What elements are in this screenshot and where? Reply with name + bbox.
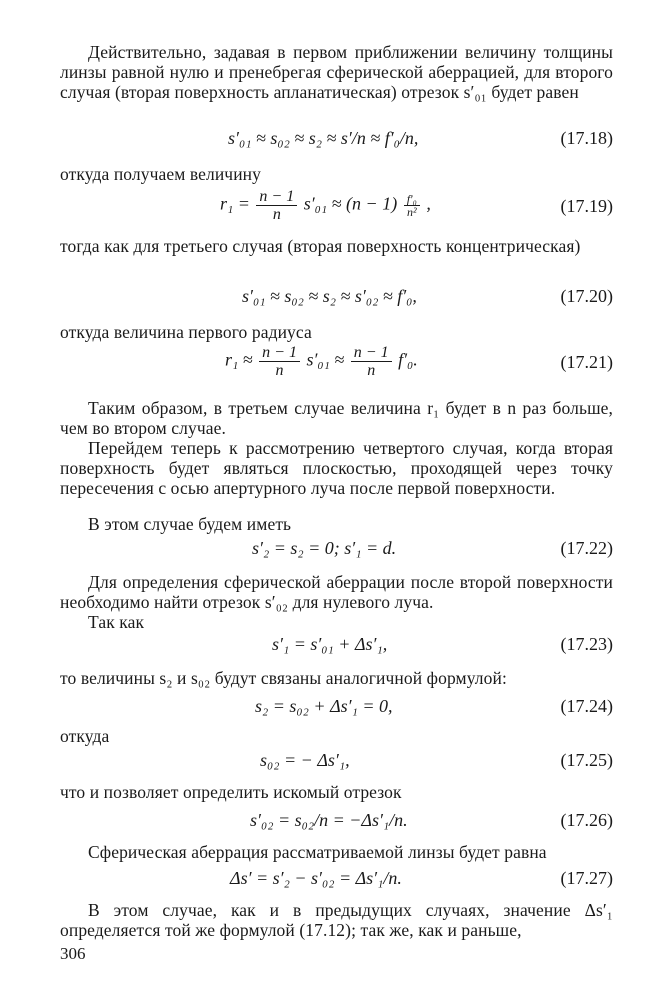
equation-17-22 [60,538,613,568]
equation-17-18 [60,128,613,158]
equation-number: (17.22) [560,538,613,558]
fraction-denominator: n [275,362,284,379]
equation-tail: f′₀. [398,349,418,370]
equation-17-24 [60,696,613,726]
fraction [259,344,300,379]
equation-17-23 [60,634,613,664]
equation-number: (17.27) [560,868,613,888]
equation-formula: s′₀₂ = s₀₂/n = −Δs′₁/n. [250,810,408,830]
equation-17-20 [60,286,613,316]
paragraph-text: то величины s₂ и s₀₂ будут связаны аналогичной формулой: [60,668,507,688]
equation-lhs: r₁ = [220,193,250,214]
fraction-denominator: n [367,362,376,379]
equation-17-27 [60,868,613,898]
equation-number: (17.18) [560,128,613,148]
equation-number: (17.23) [560,634,613,654]
paragraph-text: откуда величина первого радиуса [60,322,312,342]
paragraph-text: В этом случае будем иметь [88,514,292,534]
fraction-numerator: n − 1 [256,188,297,206]
equation-formula: s′₀₁ ≈ s₀₂ ≈ s₂ ≈ s′₀₂ ≈ f′₀, [242,286,417,306]
equation-number: (17.25) [560,750,613,770]
equation-17-25 [60,750,613,780]
fraction-denominator: n [272,206,281,223]
paragraph-text: откуда [60,726,110,746]
paragraph-text: В этом случае, как и в предыдущих случаях, значение Δs′₁ определяется той же формулой (17.12); так же, как и раньше, [60,900,613,940]
equation-formula: s′₁ = s′₀₁ + Δs′₁, [272,634,388,654]
fraction-denominator: n² [406,205,417,219]
paragraph-text: Для определения сферической аберрации после второй поверхности необходимо найти отрезок s′₀₂ для нулевого луча. [60,572,613,612]
fraction-numerator: n − 1 [351,344,392,362]
fraction-numerator: f′₀ [404,193,420,206]
equation-number: (17.20) [560,286,613,306]
equation-number: (17.19) [560,196,613,216]
paragraph-intro: Действительно, задавая в первом приближении величину толщины линзы равной нулю и пренебрегая сферической аберрацией, для второго случая (вторая поверхность апланатическая) отрезок s′₀₁ будет равен [60,42,613,102]
equation-tail: , [426,193,431,214]
equation-17-26 [60,810,613,840]
page-number: 306 [60,944,86,963]
paragraph-text: что и позволяет определить искомый отрезок [60,782,402,802]
paragraph-text: Так как [88,612,145,632]
fraction [404,193,420,218]
equation-formula: s₂ = s₀₂ + Δs′₁ = 0, [255,696,393,716]
equation-middle: s′₀₁ ≈ (n − 1) [303,193,398,214]
paragraph-text: тогда как для третьего случая (вторая поверхность концентрическая) [60,236,581,256]
paragraph-text: откуда получаем величину [60,164,261,184]
equation-number: (17.21) [560,352,613,372]
equation-formula: s₀₂ = − Δs′₁, [260,750,350,770]
fraction [351,344,392,379]
fraction [256,188,297,223]
equation-formula: s′₂ = s₂ = 0; s′₁ = d. [252,538,397,558]
equation-formula: s′₀₁ ≈ s₀₂ ≈ s₂ ≈ s′/n ≈ f′₀/n, [228,128,419,148]
paragraph-text: Перейдем теперь к рассмотрению четвертого случая, когда вторая поверхность будет являться плоскостью, проходящей через точку пересечения с осью апертурного луча после первой поверхности. [60,438,613,498]
equation-middle: s′₀₁ ≈ [306,349,345,370]
equation-17-19 [60,186,613,230]
equation-number: (17.24) [560,696,613,716]
equation-formula: Δs′ = s′₂ − s′₀₂ = Δs′₁/n. [230,868,402,888]
equation-lhs: r₁ ≈ [225,349,253,370]
equation-formula [220,188,431,223]
equation-formula [225,344,418,379]
equation-17-21 [60,342,613,386]
paragraph-text: Таким образом, в третьем случае величина r₁ будет в n раз больше, чем во втором случае. [60,398,613,438]
paragraph-text: Сферическая аберрация рассматриваемой линзы будет равна [88,842,547,862]
fraction-numerator: n − 1 [259,344,300,362]
equation-number: (17.26) [560,810,613,830]
